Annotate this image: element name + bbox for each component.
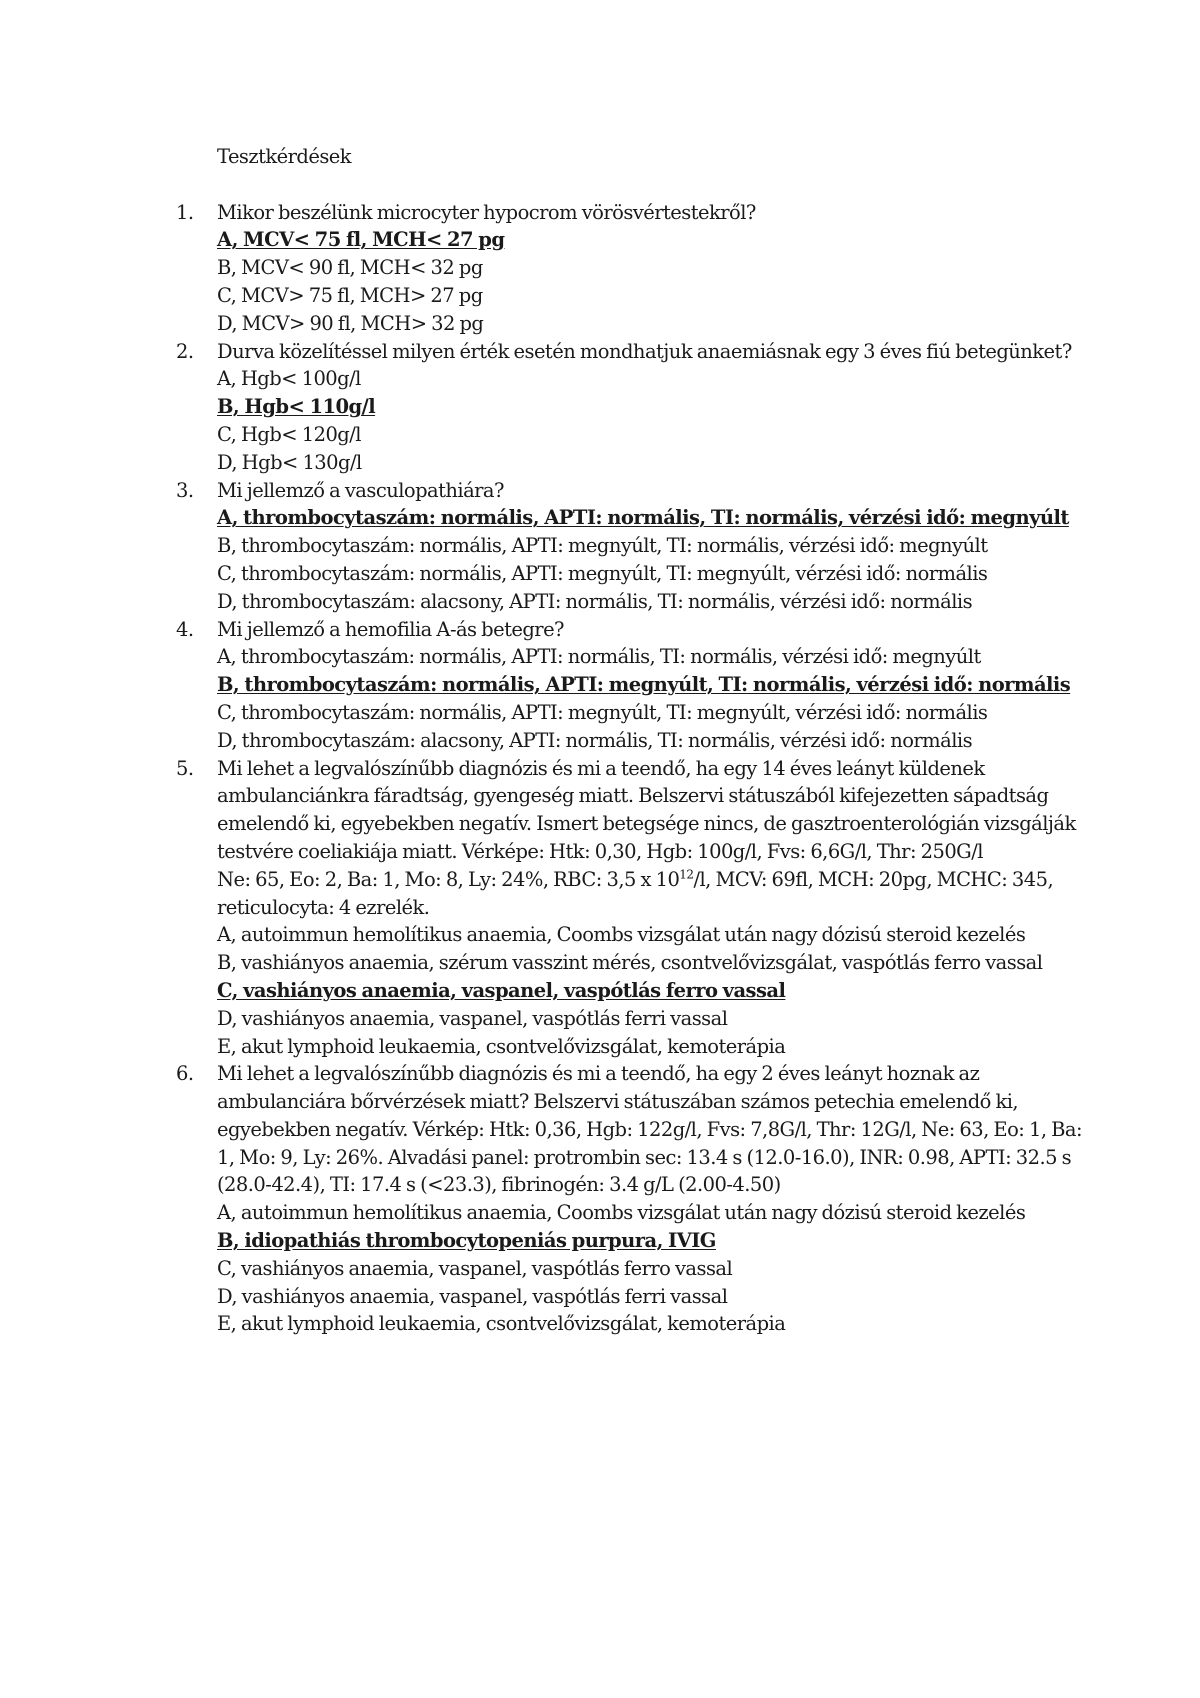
answer-option-correct: A, MCV< 75 fl, MCH< 27 pg: [217, 228, 505, 252]
document-title: Tesztkérdések: [217, 145, 352, 168]
answer-option-correct: A, thrombocytaszám: normális, APTI: normális, TI: normális, vérzési idő: megnyúlt: [217, 506, 1069, 530]
question-item: [176, 338, 1097, 477]
question-number: 6.: [176, 1062, 194, 1086]
question-stem: Durva közelítéssel milyen érték esetén mondhatjuk anaemiásnak egy 3 éves fiú betegünket?: [217, 339, 1072, 363]
answer-option: D, thrombocytaszám: alacsony, APTI: normális, TI: normális, vérzési idő: normális: [217, 589, 973, 613]
lab-values: [217, 866, 1097, 922]
question-stem: Mi jellemző a vasculopathiára?: [217, 478, 504, 502]
answer-option: A, autoimmun hemolítikus anaemia, Coombs vizsgálat után nagy dózisú steroid kezelés: [217, 923, 1026, 947]
answer-option: C, vashiányos anaemia, vaspanel, vaspótlás ferro vassal: [217, 1256, 733, 1280]
question-list: [176, 199, 1097, 1339]
answer-option: B, thrombocytaszám: normális, APTI: megnyúlt, TI: normális, vérzési idő: megnyúlt: [217, 534, 988, 558]
question-stem: Mikor beszélünk microcyter hypocrom vörösvértestekről?: [217, 200, 756, 224]
lab-values-text: Ne: 65, Eo: 2, Ba: 1, Mo: 8, Ly: 24%, RBC: 3,5 x 10: [217, 867, 680, 891]
question-number: 1.: [176, 200, 194, 224]
answer-option-correct: C, vashiányos anaemia, vaspanel, vaspótlás ferro vassal: [217, 978, 786, 1002]
document-body: [176, 143, 1097, 1338]
answer-option: B, MCV< 90 fl, MCH< 32 pg: [217, 256, 483, 280]
answer-option: D, Hgb< 130g/l: [217, 450, 362, 474]
answer-option: C, MCV> 75 fl, MCH> 27 pg: [217, 283, 483, 307]
question-number: 4.: [176, 617, 194, 641]
question-number: 5.: [176, 756, 194, 780]
lab-exponent: 12: [679, 867, 694, 882]
answer-option: A, Hgb< 100g/l: [217, 367, 361, 391]
question-stem: Mi lehet a legvalószínűbb diagnózis és mi a teendő, ha egy 2 éves leányt hoznak az ambulanciára bőrvérzések miatt? Belszervi státuszában számos petechia emelendő ki, egyebekben negatív. Vérkép: Htk: 0,36, Hgb: 122g/l, Fvs: 7,8G/l, Thr: 12G/l, Ne: 63, Eo: 1, Ba: 1, Mo: 9, Ly: 26%. Alvadási panel: protrombin sec: 13.4 s (12.0-16.0), INR: 0.98, APTI: 32.5 s (28.0-42.4), TI: 17.4 s (<23.3), fibrinogén: 3.4 g/L (2.00-4.50): [217, 1062, 1082, 1197]
question-stem: Mi jellemző a hemofilia A-ás betegre?: [217, 617, 564, 641]
answer-option: C, thrombocytaszám: normális, APTI: megnyúlt, TI: megnyúlt, vérzési idő: normális: [217, 561, 988, 585]
answer-option: C, Hgb< 120g/l: [217, 422, 361, 446]
question-item: [176, 477, 1097, 616]
answer-option-correct: B, Hgb< 110g/l: [217, 395, 376, 419]
answer-option: E, akut lymphoid leukaemia, csontvelővizsgálat, kemoterápia: [217, 1312, 786, 1336]
answer-option: D, vashiányos anaemia, vaspanel, vaspótlás ferri vassal: [217, 1006, 728, 1030]
question-item: [176, 616, 1097, 755]
answer-option-correct: B, idiopathiás thrombocytopeniás purpura, IVIG: [217, 1229, 716, 1253]
lab-values-text: /l, MCV: 69fl, MCH: 20pg, MCHC: 345, reticulocyta: 4 ezrelék.: [217, 867, 1054, 919]
question-number: 3.: [176, 478, 194, 502]
answer-option: A, thrombocytaszám: normális, APTI: normális, TI: normális, vérzési idő: megnyúlt: [217, 645, 981, 669]
answer-option: A, autoimmun hemolítikus anaemia, Coombs vizsgálat után nagy dózisú steroid kezelés: [217, 1201, 1026, 1225]
question-number: 2.: [176, 339, 194, 363]
answer-option: B, vashiányos anaemia, szérum vasszint mérés, csontvelővizsgálat, vaspótlás ferro vassal: [217, 951, 1043, 975]
answer-option: C, thrombocytaszám: normális, APTI: megnyúlt, TI: megnyúlt, vérzési idő: normális: [217, 700, 988, 724]
question-item: [176, 755, 1097, 1061]
answer-option: D, vashiányos anaemia, vaspanel, vaspótlás ferri vassal: [217, 1284, 728, 1308]
question-item: [176, 199, 1097, 338]
answer-option-correct: B, thrombocytaszám: normális, APTI: megnyúlt, TI: normális, vérzési idő: normális: [217, 673, 1071, 697]
question-stem: Mi lehet a legvalószínűbb diagnózis és mi a teendő, ha egy 14 éves leányt küldenek ambulanciánkra fáradtság, gyengeség miatt. Belszervi státuszából kifejezetten sápadtság emelendő ki, egyebekben negatív. Ismert betegsége nincs, de gasztroenterológián vizsgálják testvére coeliakiája miatt. Vérképe: Htk: 0,30, Hgb: 100g/l, Fvs: 6,6G/l, Thr: 250G/l: [217, 756, 1076, 863]
question-item: [176, 1060, 1097, 1338]
answer-option: D, thrombocytaszám: alacsony, APTI: normális, TI: normális, vérzési idő: normális: [217, 728, 973, 752]
answer-option: D, MCV> 90 fl, MCH> 32 pg: [217, 311, 484, 335]
answer-option: E, akut lymphoid leukaemia, csontvelővizsgálat, kemoterápia: [217, 1034, 786, 1058]
